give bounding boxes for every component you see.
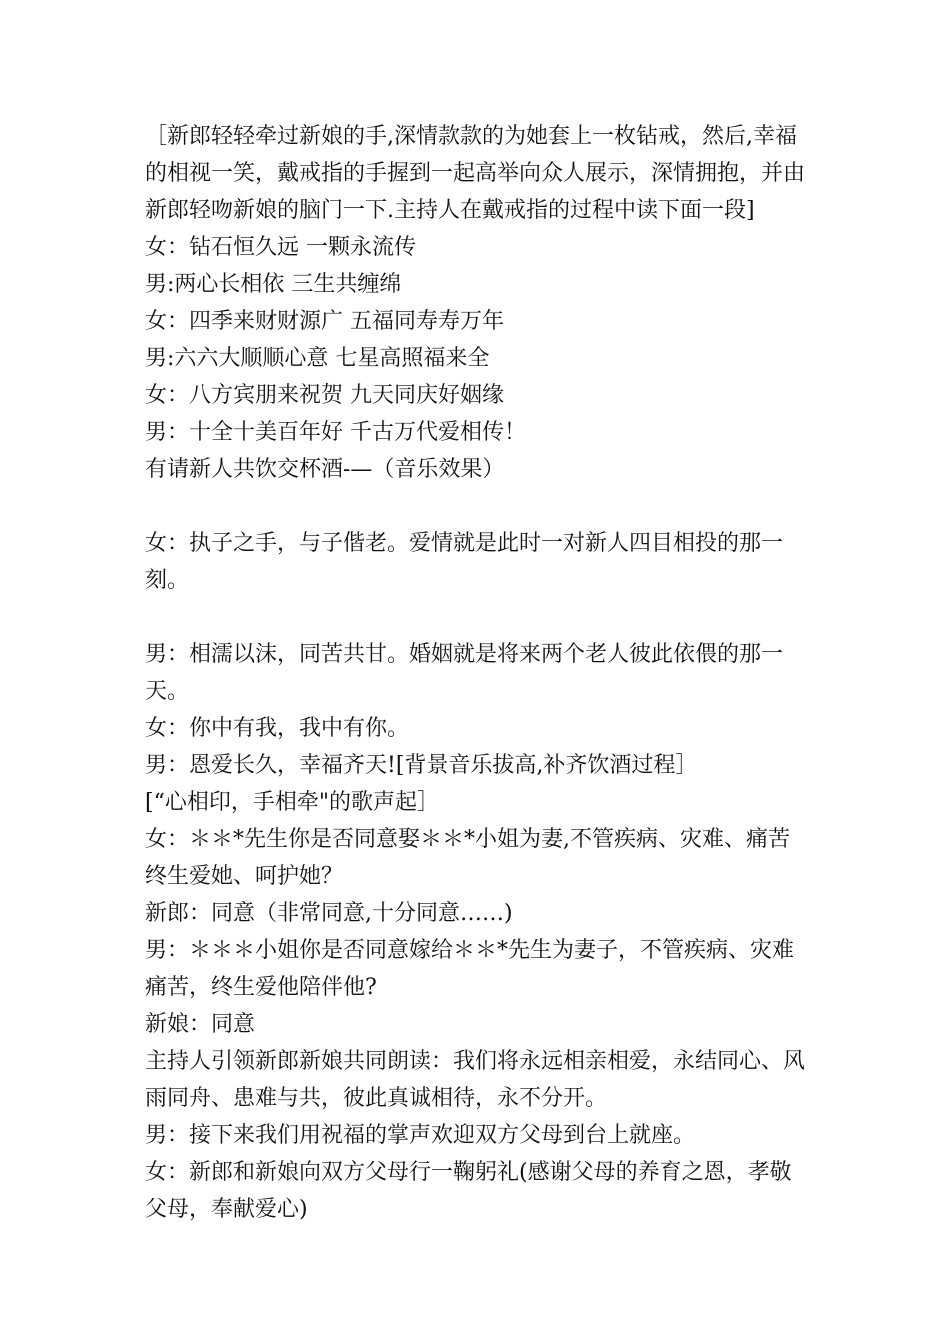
dialogue-line: 男：接下来我们用祝福的掌声欢迎双方父母到台上就座。 <box>145 1123 696 1148</box>
dialogue-line: 女：执子之手，与子偕老。爱情就是此时一对新人四目相投的那一刻。 <box>145 531 784 593</box>
blank-line <box>145 599 810 636</box>
dialogue-line: 男：十全十美百年好 千古万代爱相传！ <box>145 420 526 445</box>
dialogue-line: 女：你中有我，我中有你。 <box>145 716 410 741</box>
dialogue-line: 男:六六大顺顺心意 七星高照福来全 <box>145 346 490 371</box>
blank-line <box>145 488 810 525</box>
dialogue-line: 新娘：同意 <box>145 1012 256 1037</box>
dialogue-line: 新郎：同意（非常同意,十分同意……) <box>145 901 513 926</box>
stage-direction-song: [“心相印，手相牵"的歌声起］ <box>145 790 439 815</box>
dialogue-line: 男:两心长相依 三生共缠绵 <box>145 272 402 297</box>
dialogue-line: 男：＊＊＊小姐你是否同意嫁给＊＊*先生为妻子，不管疾病、灾难痛苦，终生爱他陪伴他? <box>145 938 795 1000</box>
dialogue-line: 女：＊＊*先生你是否同意娶＊＊*小姐为妻,不管疾病、灾难、痛苦终生爱她、呵护她？ <box>145 827 790 889</box>
dialogue-line: 女：新郎和新娘向双方父母行一鞠躬礼(感谢父母的养育之恩，孝敬父母，奉献爱心) <box>145 1160 792 1222</box>
dialogue-line: 男：相濡以沫，同苦共甘。婚姻就是将来两个老人彼此依偎的那一天。 <box>145 642 784 704</box>
dialogue-line: 男：恩爱长久，幸福齐天![背景音乐拔高,补齐饮酒过程］ <box>145 753 698 778</box>
announcement-line: 有请新人共饮交杯酒-—（音乐效果） <box>145 457 505 482</box>
stage-direction-ring: ［新郎轻轻牵过新娘的手,深情款款的为她套上一枚钻戒，然后,幸福的相视一笑，戴戒指的手握到一起高举向众人展示，深情拥抱，并由新郎轻吻新娘的脑门一下.主持人在戴戒指的过程中读下面一段] <box>145 124 806 223</box>
dialogue-line: 女：四季来财财源广 五福同寿寿万年 <box>145 309 504 334</box>
dialogue-line: 主持人引领新郎新娘共同朗读：我们将永远相亲相爱，永结同心、风雨同舟、患难与共，彼此真诚相待，永不分开。 <box>145 1049 806 1111</box>
dialogue-line: 女：钻石恒久远 一颗永流传 <box>145 235 416 260</box>
document-body <box>145 118 810 1228</box>
dialogue-line: 女：八方宾朋来祝贺 九天同庆好姻缘 <box>145 383 504 408</box>
